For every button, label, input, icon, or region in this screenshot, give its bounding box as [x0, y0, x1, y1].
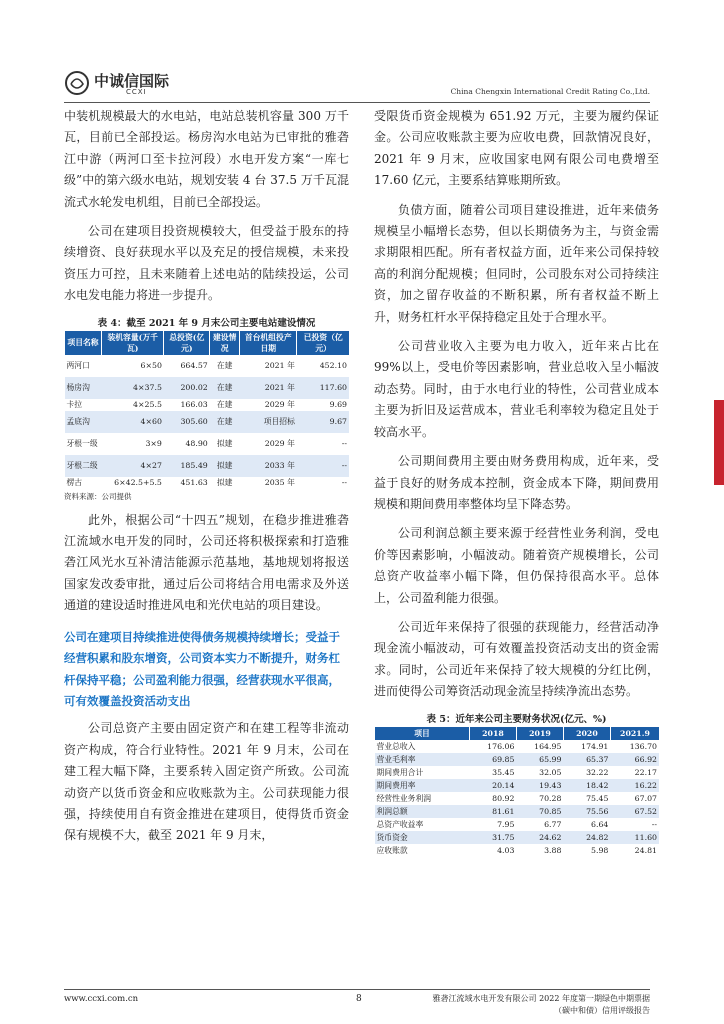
table-cell: 664.57: [180, 361, 208, 371]
table-cell: --: [341, 478, 347, 488]
table-cell: 牙根二级: [65, 455, 102, 477]
right-paragraph-2: 负债方面，随着公司项目建设推进，近年来债务规模呈小幅增长态势，但以长期债务为主，与资金需求期限相匹配。所有者权益方面，近年来公司保持较高的利润分配规模；但同时，公司股东对公司持续注资，加之留存收益的不断积累，所有者权益不断上升，财务杠杆水平保持稳定且处于合理水平。: [374, 202, 659, 324]
table-cell: 6×50: [140, 361, 162, 371]
table4: [64, 331, 349, 489]
table-cell: 67.07: [634, 793, 657, 803]
table-cell: --: [651, 819, 657, 829]
table-cell: 营业毛利率: [375, 753, 470, 766]
table-cell: 4×60: [102, 411, 164, 433]
table5-caption: 表 5：近年来公司主要财务状况(亿元、%): [426, 713, 607, 725]
table5-header: 2018: [470, 727, 517, 740]
table-cell: 经营性业务利润: [376, 793, 432, 803]
table-row: [65, 377, 350, 399]
table-cell: 4.03: [497, 845, 515, 855]
logo-en-text: CCXI: [126, 88, 147, 96]
table-cell: 2033 年: [240, 455, 297, 477]
table-cell: 176.06: [487, 741, 515, 751]
table-cell: 452.10: [319, 361, 347, 371]
right-column: [374, 106, 659, 857]
table-cell: 在建: [210, 411, 240, 433]
table-cell: 174.91: [581, 741, 609, 751]
table4-header: 总投资(亿元): [164, 331, 210, 355]
table-cell: 两河口: [66, 361, 90, 371]
right-paragraph-5: 公司利润总额主要来源于经营性业务利润，受电价等因素影响，小幅波动。随着资产规模增长，公司总资产收益率小幅下降，但仍保持很高水平。总体上，公司盈利能力很强。: [374, 526, 659, 605]
table-cell: 杨房沟: [65, 377, 102, 399]
table-cell: 利润总额: [375, 805, 470, 818]
table-cell: 营业总收入: [376, 741, 416, 751]
table-row: [375, 779, 660, 792]
table5-header: 项目: [375, 727, 470, 740]
table4-header: 已投资（亿元）: [297, 331, 349, 355]
table-cell: 67.52: [610, 805, 659, 818]
table-cell: 在建: [210, 377, 240, 399]
table-cell: 185.49: [164, 455, 210, 477]
table-cell: 18.42: [563, 779, 610, 792]
table5-header: 2019: [516, 727, 563, 740]
right-paragraph-3: 公司营业收入主要为电力收入，近年来占比在 99%以上，受电价等因素影响，营业总收入呈小幅波动态势。同时，由于水电行业的特性，公司营业成本主要为折旧及运营成本，营业毛利率较为稳定且处于较高水平。: [374, 339, 659, 439]
table-cell: 4×25.5: [133, 400, 162, 410]
side-tab-marker: [714, 400, 724, 485]
table-cell: --: [297, 455, 349, 477]
footer-title-line-2: （碳中和债）信用评级报告: [554, 1006, 650, 1015]
table-cell: 70.85: [516, 805, 563, 818]
table4-header: 首台机组投产日期: [240, 331, 297, 355]
right-paragraph-6: 公司近年来保持了很强的获现能力，经营活动净现金流小幅波动，可有效覆盖投资活动支出的资金需求。同时，公司近年来保持了较大规模的分红比例，进而使得公司筹资活动现金流呈持续净流出态势。: [374, 619, 659, 699]
table-row: [65, 455, 350, 477]
table-cell: 2021 年: [264, 361, 295, 371]
table-row: [375, 844, 660, 857]
table-cell: 70.28: [539, 793, 562, 803]
table-cell: 7.95: [497, 819, 515, 829]
table-cell: 应收账款: [376, 845, 408, 855]
table-cell: 305.60: [164, 411, 210, 433]
table-row: [375, 831, 660, 844]
table-cell: 9.67: [297, 411, 349, 433]
right-paragraph-4: 公司期间费用主要由财务费用构成，近年来，受益于良好的财务成本控制，资金成本下降，期间费用规模和期间费用率整体均呈下降态势。: [374, 454, 659, 511]
table-cell: 2029 年: [264, 439, 295, 449]
table-row: [375, 753, 660, 766]
page-footer: [64, 989, 650, 1018]
table-cell: 3.88: [544, 845, 562, 855]
table-cell: 24.82: [563, 831, 610, 844]
table-cell: 牙根一级: [66, 439, 98, 449]
table-row: [65, 399, 350, 411]
left-paragraph-2: 公司在建项目投资规模较大，但受益于股东的持续增资、良好获现水平以及充足的授信规模，未来投资压力可控，且未来随着上述电站的陆续投运，公司水电发电能力将进一步提升。: [64, 224, 349, 303]
table-cell: 117.60: [297, 377, 349, 399]
table-cell: 6.77: [544, 819, 562, 829]
table-row: [65, 477, 350, 489]
page-header: [64, 64, 650, 103]
header-company-en: China Chengxin International Credit Rating Co.,Ltd.: [450, 87, 650, 96]
table-cell: 136.70: [629, 741, 657, 751]
table-cell: 75.45: [586, 793, 609, 803]
table5: [374, 727, 659, 857]
table-cell: 35.45: [492, 767, 515, 777]
table-cell: 164.95: [534, 741, 562, 751]
table-cell: 期间费用率: [375, 779, 470, 792]
left-paragraph-3: 此外，根据公司“十四五”规划，在稳步推进雅砻江流域水电开发的同时，公司还将积极探索和打造雅砻江风光水互补清洁能源示范基地，基地规划将报送国家发改委审批，通过后公司将结合用电需求及外送通道的建设适时推进风电和光伏电站的项目建设。: [64, 512, 349, 613]
table-cell: 3×9: [145, 439, 162, 449]
left-column: [64, 106, 349, 847]
table-cell: 66.92: [610, 753, 659, 766]
table-cell: 22.17: [634, 767, 657, 777]
table-cell: --: [341, 439, 347, 449]
table5-header: 2021.9: [610, 727, 659, 740]
table-cell: 2035 年: [264, 478, 295, 488]
section-highlight: 公司在建项目持续推进使得债务规模持续增长；受益于经营积累和股东增资，公司资本实力不断提升，财务杠杆保持平稳；公司盈利能力很强，经营获现水平很高，可有效覆盖投资活动支出: [64, 629, 340, 708]
table4-caption: 表 4：截至 2021 年 9 月末公司主要电站建设情况: [97, 317, 316, 329]
table-cell: 4×27: [102, 455, 164, 477]
table-cell: 69.85: [470, 753, 517, 766]
table-cell: 166.03: [180, 400, 208, 410]
table-cell: 拟建: [216, 439, 233, 449]
table-row: [375, 792, 660, 805]
table-cell: 在建: [216, 361, 233, 371]
footer-report-title: [433, 993, 650, 1017]
left-paragraph-4: 公司总资产主要由固定资产和在建工程等非流动资产构成，符合行业特性。2021 年 9 月末，公司在建工程大幅下降，主要系转入固定资产所致。公司流动资产以货币资金和应收账款为主。公司获现能力很强，持续使用自有资金推进在建项目，使得货币资金保有规模不大，截至 2021 年 9 月末，: [64, 721, 349, 843]
table-cell: 75.56: [563, 805, 610, 818]
table-cell: 2021 年: [240, 377, 297, 399]
table-cell: 6.64: [591, 819, 609, 829]
table-cell: 孟底沟: [65, 411, 102, 433]
ccxi-logo-icon: [64, 70, 90, 96]
table-cell: 32.22: [586, 767, 609, 777]
table4-header: 建设情况: [210, 331, 240, 355]
table-cell: 总资产收益率: [376, 819, 424, 829]
table-cell: 31.75: [470, 831, 517, 844]
table5-header: 2020: [563, 727, 610, 740]
left-paragraph-1: 中装机规模最大的水电站，电站总装机容量 300 万千瓦，目前已全部投运。杨房沟水电站为已审批的雅砻江中游（两河口至卡拉河段）水电开发方案“一库七级”中的第六级水电站，规划安装 4 台 37.5 万千瓦混流式水轮发电机组，目前已全部投运。: [64, 109, 349, 209]
table-cell: 451.63: [180, 478, 208, 488]
table-cell: 4×37.5: [102, 377, 164, 399]
table-cell: 65.99: [516, 753, 563, 766]
table-cell: 11.60: [610, 831, 659, 844]
table-cell: 200.02: [164, 377, 210, 399]
table-cell: 2029 年: [264, 400, 295, 410]
table-cell: 48.90: [185, 439, 208, 449]
table-cell: 拟建: [216, 478, 233, 488]
table-row: [375, 740, 660, 753]
table-cell: 期间费用合计: [376, 767, 424, 777]
table-row: [65, 355, 350, 377]
footer-url[interactable]: www.ccxi.com.cn: [64, 994, 139, 1004]
table4-header: 项目名称: [65, 331, 102, 355]
table-row: [375, 818, 660, 831]
table-cell: 在建: [216, 400, 233, 410]
table-cell: 20.14: [470, 779, 517, 792]
right-paragraph-1: 受限货币资金规模为 651.92 万元，主要为履约保证金。公司应收账款主要为应收电费，回款情况良好，2021 年 9 月末，应收国家电网有限公司电费增至 17.60 亿元，主要系结算账期所致。: [374, 109, 659, 188]
table-cell: 卡拉: [66, 400, 83, 410]
table-cell: 19.43: [516, 779, 563, 792]
table-cell: 32.05: [539, 767, 562, 777]
table-cell: 24.62: [516, 831, 563, 844]
table-cell: 5.98: [591, 845, 609, 855]
table-row: [65, 433, 350, 455]
table4-source: 资料来源：公司提供: [64, 491, 132, 501]
table-cell: 楞古: [66, 478, 83, 488]
table-cell: 65.37: [563, 753, 610, 766]
table-cell: 24.81: [634, 845, 657, 855]
table-cell: 16.22: [610, 779, 659, 792]
table-cell: 6×42.5+5.5: [114, 478, 162, 488]
table-cell: 货币资金: [375, 831, 470, 844]
page-number: 8: [356, 994, 362, 1004]
table-cell: 80.92: [492, 793, 515, 803]
table4-header: 装机容量(万千瓦): [102, 331, 164, 355]
table-cell: 项目招标: [240, 411, 297, 433]
table-cell: 81.61: [470, 805, 517, 818]
table-row: [65, 411, 350, 433]
table-row: [375, 805, 660, 818]
table-cell: 9.69: [329, 400, 347, 410]
table-row: [375, 766, 660, 779]
logo-cn-text: 中诚信国际: [94, 72, 170, 90]
footer-title-line-1: 雅砻江流域水电开发有限公司 2022 年度第一期绿色中期票据: [432, 994, 650, 1003]
table-cell: 拟建: [210, 455, 240, 477]
